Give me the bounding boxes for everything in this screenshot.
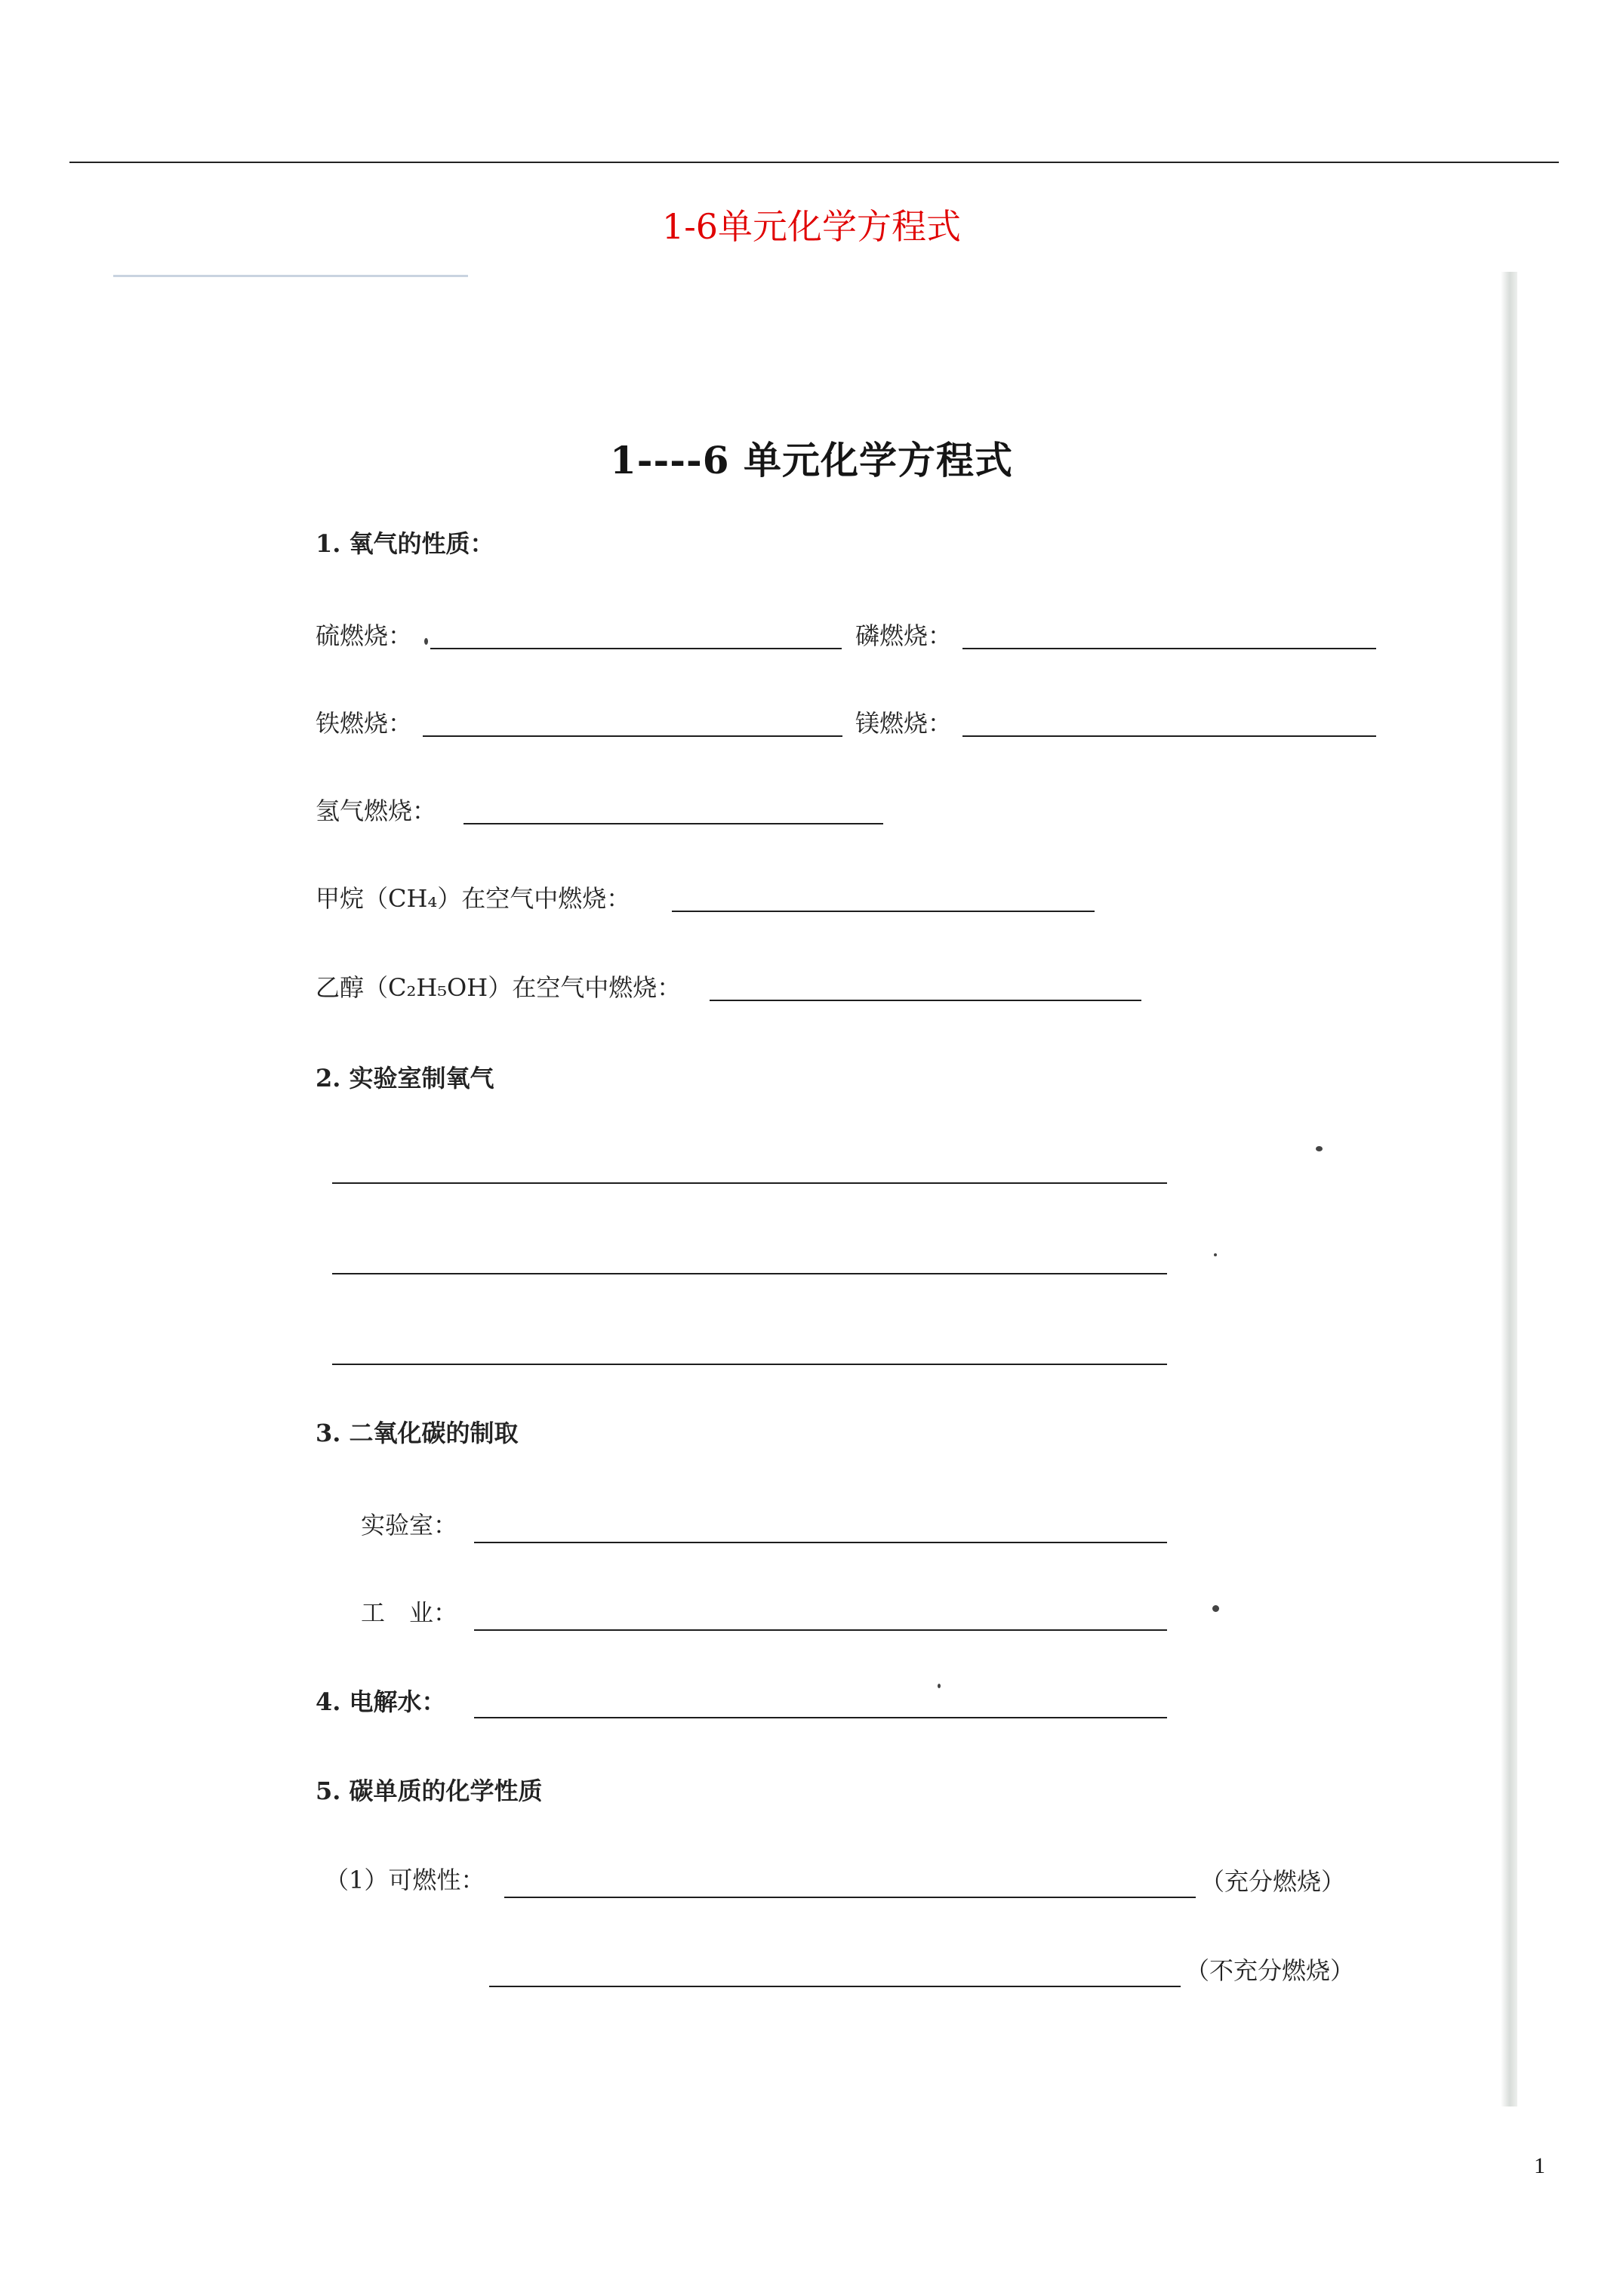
hydrogen-combustion-label: 氢气燃烧： bbox=[316, 797, 437, 825]
phosphorus-combustion-blank bbox=[962, 648, 1376, 649]
header-rule bbox=[69, 162, 1559, 163]
incomplete-combustion-blank bbox=[489, 1986, 1181, 1987]
scan-right-edge bbox=[1501, 272, 1517, 2106]
complete-combustion-blank bbox=[504, 1897, 1196, 1898]
lab-oxygen-blank-3 bbox=[332, 1364, 1167, 1365]
scan-speck bbox=[938, 1684, 941, 1688]
electrolysis-blank bbox=[474, 1717, 1167, 1718]
methane-combustion-blank bbox=[672, 911, 1095, 912]
scan-speck bbox=[1212, 1605, 1219, 1612]
magnesium-combustion-blank bbox=[962, 735, 1376, 737]
section-5-heading: 5. 碳单质的化学性质 bbox=[316, 1777, 543, 1805]
scan-speck bbox=[1316, 1146, 1323, 1151]
section-3-heading: 3. 二氧化碳的制取 bbox=[316, 1419, 519, 1447]
section-4-heading: 4. 电解水： bbox=[316, 1687, 446, 1716]
co2-lab-label: 实验室： bbox=[361, 1511, 458, 1539]
co2-industry-blank bbox=[474, 1629, 1167, 1631]
methane-combustion-label: 甲烷（CH₄）在空气中燃烧： bbox=[316, 884, 631, 913]
sulfur-combustion-label: 硫燃烧： bbox=[316, 621, 413, 650]
section-2-heading: 2. 实验室制氧气 bbox=[316, 1064, 494, 1093]
complete-combustion-note: （充分燃烧） bbox=[1200, 1867, 1346, 1896]
hydrogen-combustion-blank bbox=[463, 823, 883, 824]
scanned-worksheet bbox=[106, 272, 1517, 2106]
lab-oxygen-blank-2 bbox=[332, 1273, 1167, 1274]
iron-combustion-blank bbox=[423, 735, 842, 737]
document-title: 1-6单元化学方程式 bbox=[661, 206, 962, 247]
section-1-heading: 1. 氧气的性质： bbox=[316, 529, 494, 558]
co2-industry-label: 工 业： bbox=[361, 1598, 458, 1627]
lab-oxygen-blank-1 bbox=[332, 1182, 1167, 1184]
scan-speck bbox=[424, 638, 428, 645]
scan-top-edge bbox=[113, 275, 468, 277]
ethanol-combustion-blank bbox=[710, 1000, 1141, 1001]
page-number: 1 bbox=[1534, 2153, 1545, 2178]
scan-speck bbox=[1214, 1253, 1217, 1256]
iron-combustion-label: 铁燃烧： bbox=[316, 709, 413, 738]
phosphorus-combustion-label: 磷燃烧： bbox=[855, 621, 953, 650]
co2-lab-blank bbox=[474, 1542, 1167, 1543]
ethanol-combustion-label: 乙醇（C₂H₅OH）在空气中燃烧： bbox=[316, 973, 682, 1002]
sulfur-combustion-blank bbox=[430, 648, 842, 649]
magnesium-combustion-label: 镁燃烧： bbox=[855, 709, 953, 738]
incomplete-combustion-note: （不充分燃烧） bbox=[1185, 1956, 1355, 1985]
worksheet-title: 1----6 单元化学方程式 bbox=[610, 438, 1013, 482]
combustibility-label: （1）可燃性： bbox=[325, 1866, 485, 1894]
